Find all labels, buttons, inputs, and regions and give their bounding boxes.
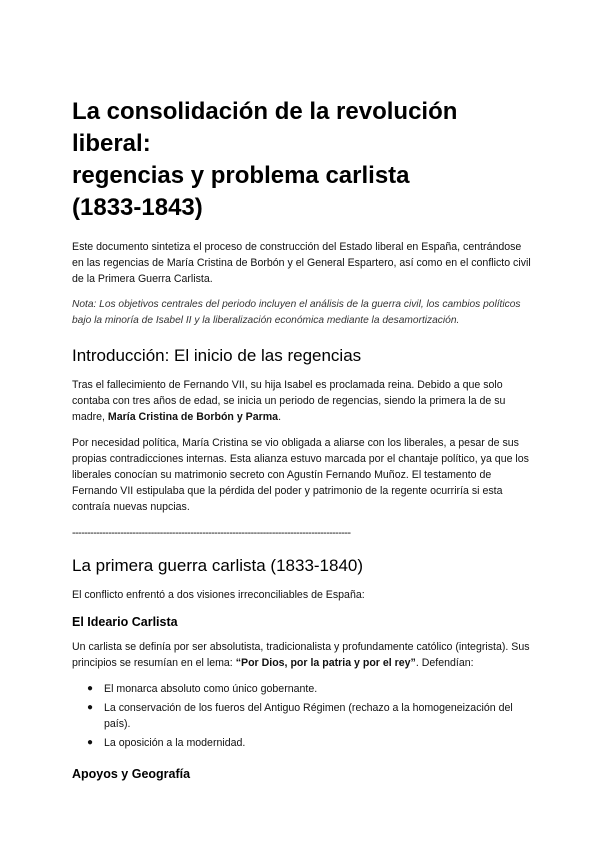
section-heading-guerra-carlista: La primera guerra carlista (1833-1840) [72,556,364,575]
bold-maria-cristina: María Cristina de Borbón y Parma [107,411,279,423]
bullet-list-defendian [72,681,532,751]
document-title [72,96,532,224]
paragraph-text: Tras el fallecimiento de Fernando VII, su hija Isabel es proclamada reina. Debido a que solo contaba con tres años de edad, se inicia un periodo de regencias, siendo la primera la de su madre, [72,379,506,423]
list-item-text: La conservación de los fueros del Antiguo Régimen (rechazo a la homogeneización del país). [104,702,513,730]
document-content [72,96,532,791]
intro-paragraph: Este documento sintetiza el proceso de construcción del Estado liberal en España, centrándose en las regencias de María Cristina de Borbón y el General Espartero, así como en el conflicto civil de la Primera Guerra Carlista. [72,241,531,285]
paragraph-conflicto: El conflicto enfrentó a dos visiones irreconciliables de España: [72,589,365,601]
paragraph-end: . Defendían: [415,657,474,669]
list-item-text: La oposición a la modernidad. [104,737,246,749]
title-line-1: La consolidación de la revolución liberal: [72,98,458,157]
subheading-apoyos-geografia: Apoyos y Geografía [72,767,191,781]
paragraph-fallecimiento [72,377,532,425]
paragraph-necesidad-politica: Por necesidad política, María Cristina se vio obligada a aliarse con los liberales, a pesar de sus propias contradicciones internas. Esta alianza estuvo marcada por el chantaje político, ya que los liberales conocían su matrimonio secreto con Agustín Fernando Muñoz. El testamento de Fernando VII estipulaba que la pérdida del poder y patrimonio de la regente ocurriría si esta contraía nuevas nupcias. [72,437,529,513]
title-line-3: (1833-1843) [72,194,203,221]
paragraph-text: Un carlista se definía por ser absolutista, tradicionalista y profundamente católico (integrista). Sus principios se resumían en el lema: [72,641,530,669]
list-item [87,700,532,732]
bold-lema: “Por Dios, por la patria y por el rey” [235,657,416,669]
paragraph-end: . [278,411,282,423]
divider-line: -------------------------------------------------------------------------------------------- [72,527,351,539]
note-paragraph: Nota: Los objetivos centrales del periodo incluyen el análisis de la guerra civil, los cambios políticos bajo la minoría de Isabel II y la liberalización económica mediante la desamortización. [72,299,521,326]
list-item [87,735,532,751]
title-line-2: regencias y problema carlista [72,162,410,189]
paragraph-carlista [72,639,532,671]
subheading-ideario-carlista: El Ideario Carlista [72,615,178,629]
bullet-icon: ● [87,702,94,713]
section-heading-introduccion: Introducción: El inicio de las regencias [72,346,362,365]
bullet-icon: ● [87,683,94,694]
list-item [87,681,532,697]
list-item-text: El monarca absoluto como único gobernante. [104,683,318,695]
bullet-icon: ● [87,737,94,748]
